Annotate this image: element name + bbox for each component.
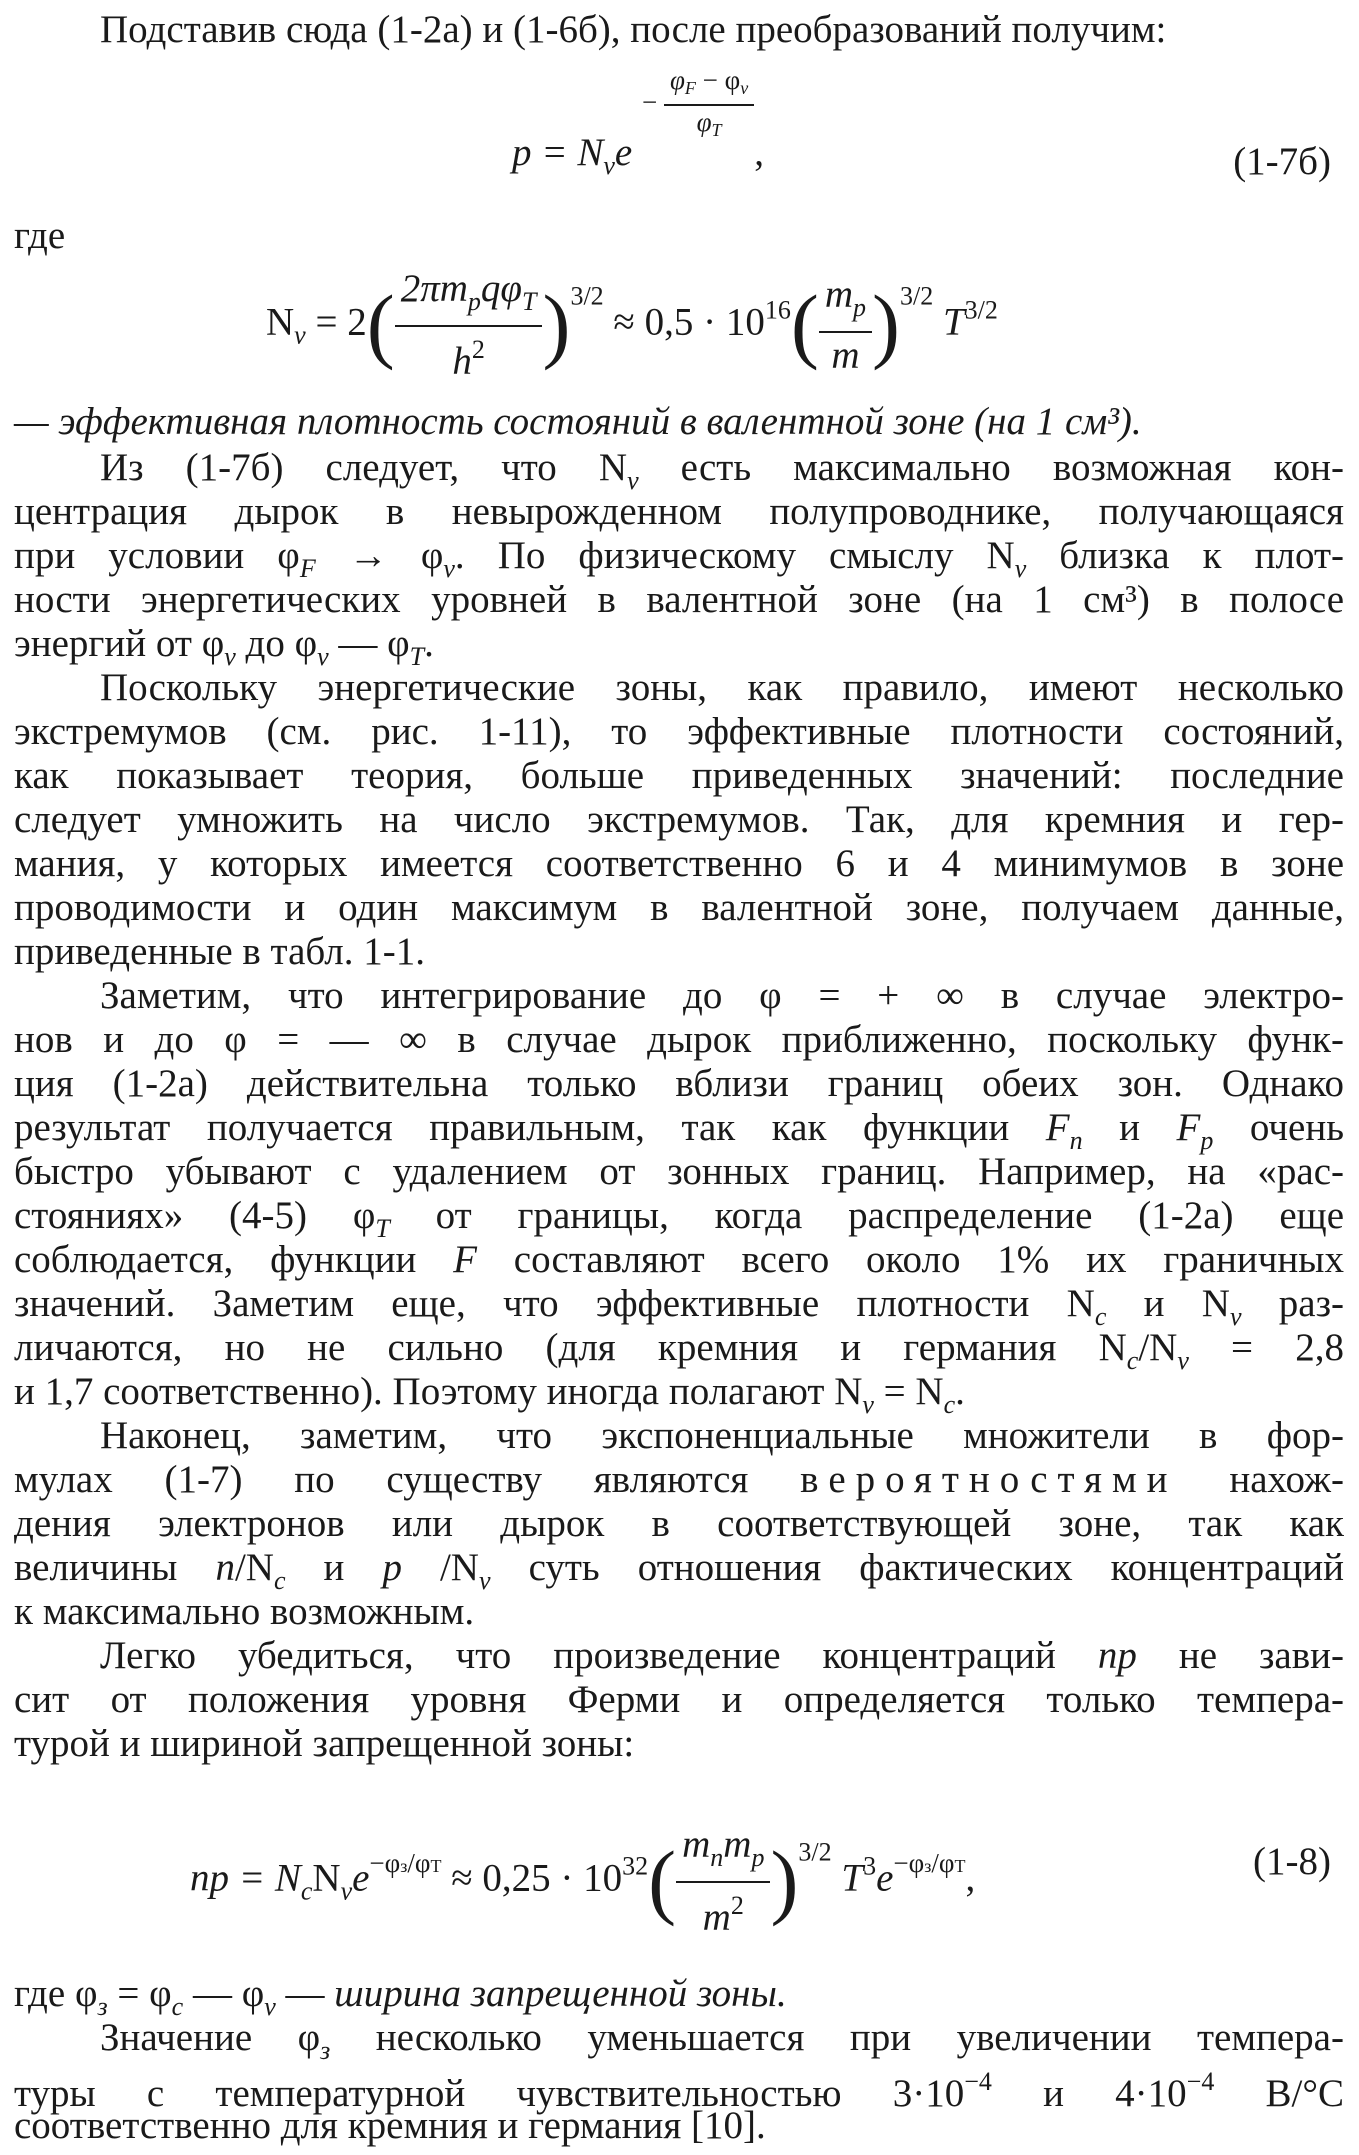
para5-line: турой и шириной запрещенной зоны: bbox=[14, 1722, 635, 1765]
equation-nv: $N_v = 2$( $\frac{2\pi m_pq\varphi_T}{h^2}$ )$^{3/2} \approx 0,5 \cdot 10^{16}$( $\frac{m_p}{m}$ )$^{3/2}$ $T^{3/2}$ bbox=[266, 267, 998, 383]
para6-line: туры с температурной чувствительностью $3\cdot 10^{-4}$ и $4\cdot 10^{-4}$ В/°С bbox=[14, 2067, 1344, 2115]
where-line: где $\varphi_з = \varphi_c$ — $\varphi_v$ — ширина запрещенной зоны. bbox=[14, 1972, 787, 2021]
para4-line: к максимально возможным. bbox=[14, 1590, 475, 1633]
para1-line: центрация дырок в невырожденном полупроводнике, получающаяся bbox=[14, 490, 1344, 533]
para4-line: Наконец, заметим, что экспоненциальные множители в фор- bbox=[100, 1414, 1344, 1457]
para6-line: соответственно для кремния и германия [10]. bbox=[14, 2104, 766, 2147]
para3-line: ция (1-2а) действительна только вблизи границ обеих зон. Однако bbox=[14, 1062, 1344, 1105]
para2-line: как показывает теория, больше приведенных значений: последние bbox=[14, 754, 1344, 797]
para3-line: и 1,7 соответственно). Поэтому иногда полагают $N_v = N_c$. bbox=[14, 1370, 965, 1419]
para3-line: быстро убывают с удалением от зонных границ. Например, на «рас- bbox=[14, 1150, 1344, 1193]
para1-line: при условии $\varphi_F \to \varphi_v$. По физическому смыслу $N_v$ близка к плот- bbox=[14, 534, 1345, 583]
para3-line: соблюдается, функции F составляют всего около 1% их граничных bbox=[14, 1238, 1344, 1281]
equation-1-7b: $p = N_ve$ − $\frac{\varphi_F - \varphi_v}{\varphi_T}$ , bbox=[512, 65, 764, 181]
para3-line: нов и до φ = — ∞ в случае дырок приближенно, поскольку функ- bbox=[14, 1018, 1344, 1061]
para5-line: сит от положения уровня Ферми и определяется только темпера- bbox=[14, 1678, 1344, 1721]
para4-line: мулах (1-7) по существу являются вероятностями нахож- bbox=[14, 1458, 1344, 1501]
definition-line: — эффективная плотность состояний в валентной зоне (на 1 см³). bbox=[14, 400, 1142, 443]
para6-line: Значение $\varphi_з$ несколько уменьшается при увеличении темпера- bbox=[100, 2016, 1344, 2065]
para2-line: проводимости и один максимум в валентной зоне, получаем данные, bbox=[14, 886, 1344, 929]
para4-line: величины $n/N_c$ и p $/N_v$ суть отношения фактических концентраций bbox=[14, 1546, 1345, 1595]
para3-line: Заметим, что интегрирование до φ = + ∞ в случае электро- bbox=[100, 974, 1344, 1017]
para2-line: экстремумов (см. рис. 1-11), то эффективные плотности состояний, bbox=[14, 710, 1344, 753]
para3-line: личаются, но не сильно (для кремния и германия $N_c/N_v = 2,8$ bbox=[14, 1326, 1344, 1375]
para2-line: мания, у которых имеется соответственно 6 и 4 минимумов в зоне bbox=[14, 842, 1344, 885]
intro-line: Подставив сюда (1-2а) и (1-6б), после преобразований получим: bbox=[100, 8, 1167, 51]
para3-line: значений. Заметим еще, что эффективные плотности $N_c$ и $N_v$ раз- bbox=[14, 1282, 1344, 1331]
para2-line: приведенные в табл. 1-1. bbox=[14, 930, 425, 973]
para4-line: дения электронов или дырок в соответствующей зоне, так как bbox=[14, 1502, 1344, 1545]
para1-line: ности энергетических уровней в валентной зоне (на 1 см³) в полосе bbox=[14, 578, 1344, 621]
equation-1-8: np = $N_cN_ve^{-\varphi з/\varphi T} \approx 0,25 \cdot 10^{32}$( $\frac{m_nm_p}{m^2}$ )$^{3/2}$ $T^3e^{-\varphi з/\varphi T}$, bbox=[190, 1823, 976, 1939]
where-label: где bbox=[14, 214, 66, 257]
para3-line: стояниях» (4-5) $\varphi_T$ от границы, когда распределение (1-2а) еще bbox=[14, 1194, 1345, 1243]
equation-number-1-8: (1-8) bbox=[1253, 1840, 1331, 1883]
para2-line: Поскольку энергетические зоны, как правило, имеют несколько bbox=[100, 666, 1344, 709]
para1-line: энергий от $\varphi_v$ до $\varphi_v$ — $\varphi_T$. bbox=[14, 622, 434, 671]
para1-line: Из (1-7б) следует, что $N_v$ есть максимально возможная кон- bbox=[100, 446, 1344, 495]
equation-number-1-7b: (1-7б) bbox=[1233, 140, 1331, 183]
para3-line: результат получается правильным, так как функции $F_n$ и $F_p$ очень bbox=[14, 1106, 1344, 1155]
para2-line: следует умножить на число экстремумов. Так, для кремния и гер- bbox=[14, 798, 1344, 841]
para5-line: Легко убедиться, что произведение концентраций np не зави- bbox=[100, 1634, 1345, 1677]
